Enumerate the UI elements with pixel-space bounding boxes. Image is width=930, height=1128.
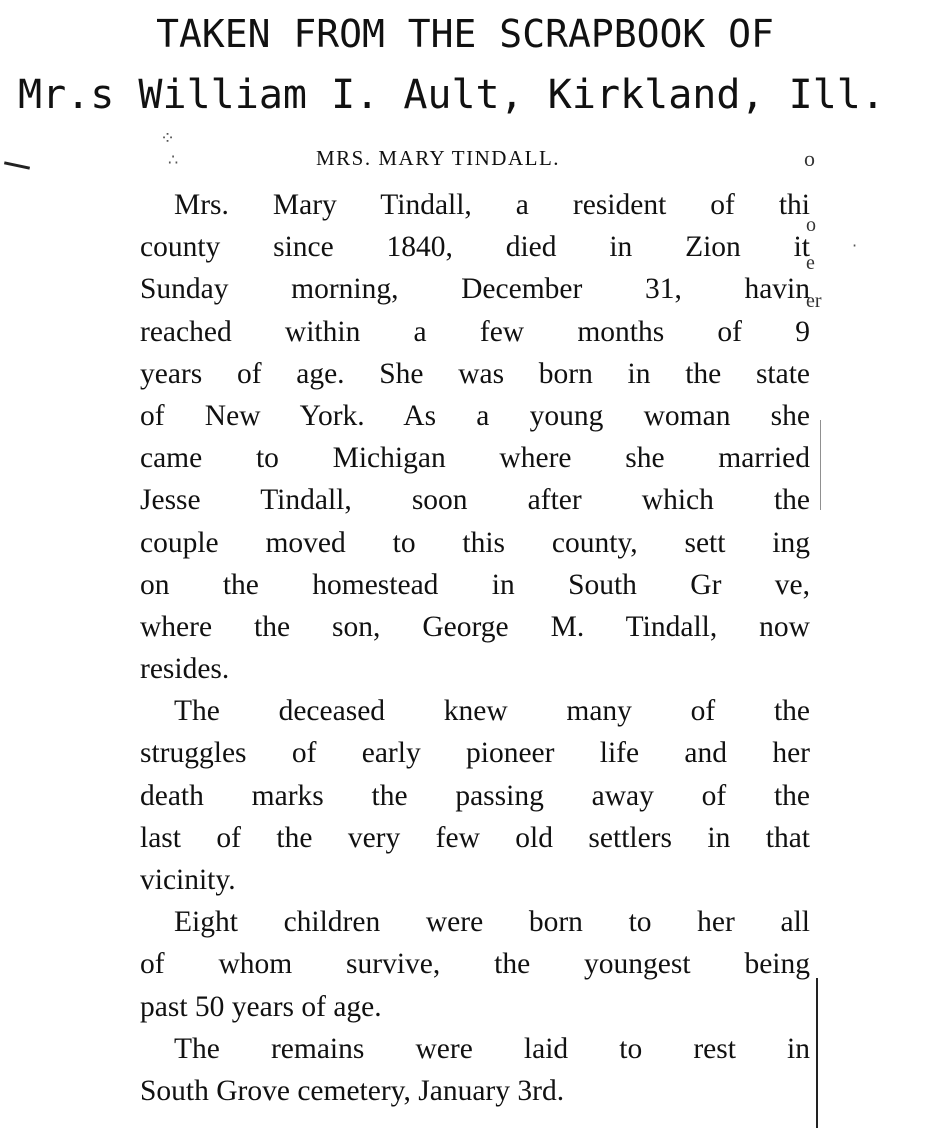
scan-mark xyxy=(4,161,30,169)
article-line: years of age. She was born in the state xyxy=(140,357,810,390)
scan-specks: ⋅ xyxy=(852,238,858,255)
scrapbook-heading: TAKEN FROM THE SCRAPBOOK OF xyxy=(156,12,774,56)
article-line: death marks the passing away of the xyxy=(140,779,810,812)
margin-fragment: o xyxy=(806,214,816,236)
article-line: struggles of early pioneer life and her xyxy=(140,737,810,770)
article-line: county since 1840, died in Zion it xyxy=(140,231,810,264)
scrapbook-owner-line: Mr.s William I. Ault, Kirkland, Ill. xyxy=(18,72,885,118)
article-line: came to Michigan where she married xyxy=(140,442,810,475)
article-line: vicinity. xyxy=(140,864,236,896)
article-line: Mrs. Mary Tindall, a resident of thi xyxy=(174,189,810,221)
scan-specks: ∴ xyxy=(168,152,179,169)
article-line: reached within a few months of 9 xyxy=(140,315,810,348)
article-line: Eight children were born to her all xyxy=(174,906,810,939)
scan-mark xyxy=(820,420,821,510)
article-line: couple moved to this county, sett ing xyxy=(140,526,810,559)
scan-mark xyxy=(816,978,818,1128)
article-line: past 50 years of age. xyxy=(140,990,382,1023)
margin-fragment: o xyxy=(804,146,815,171)
article-line: Sunday morning, December 31, havin xyxy=(140,273,810,306)
article-line: The remains were laid to rest in xyxy=(174,1032,810,1065)
article-line: of whom survive, the youngest being xyxy=(140,948,810,981)
article-line: last of the very few old settlers in that xyxy=(140,821,810,854)
article-line: of New York. As a young woman she xyxy=(140,399,810,432)
article-body xyxy=(140,184,810,1112)
article-line: Jesse Tindall, soon after which the xyxy=(140,484,810,517)
scan-specks: ⁘ xyxy=(160,128,176,148)
margin-fragment: e xyxy=(806,252,815,274)
article-line: where the son, George M. Tindall, now xyxy=(140,610,810,643)
article-line: South Grove cemetery, January 3rd. xyxy=(140,1074,565,1107)
article-title: MRS. MARY TINDALL. xyxy=(316,146,561,170)
article-line: on the homestead in South Gr ve, xyxy=(140,568,810,601)
article-line: resides. xyxy=(140,653,230,686)
margin-fragment: er xyxy=(806,290,822,312)
article-line: The deceased knew many of the xyxy=(174,695,810,728)
